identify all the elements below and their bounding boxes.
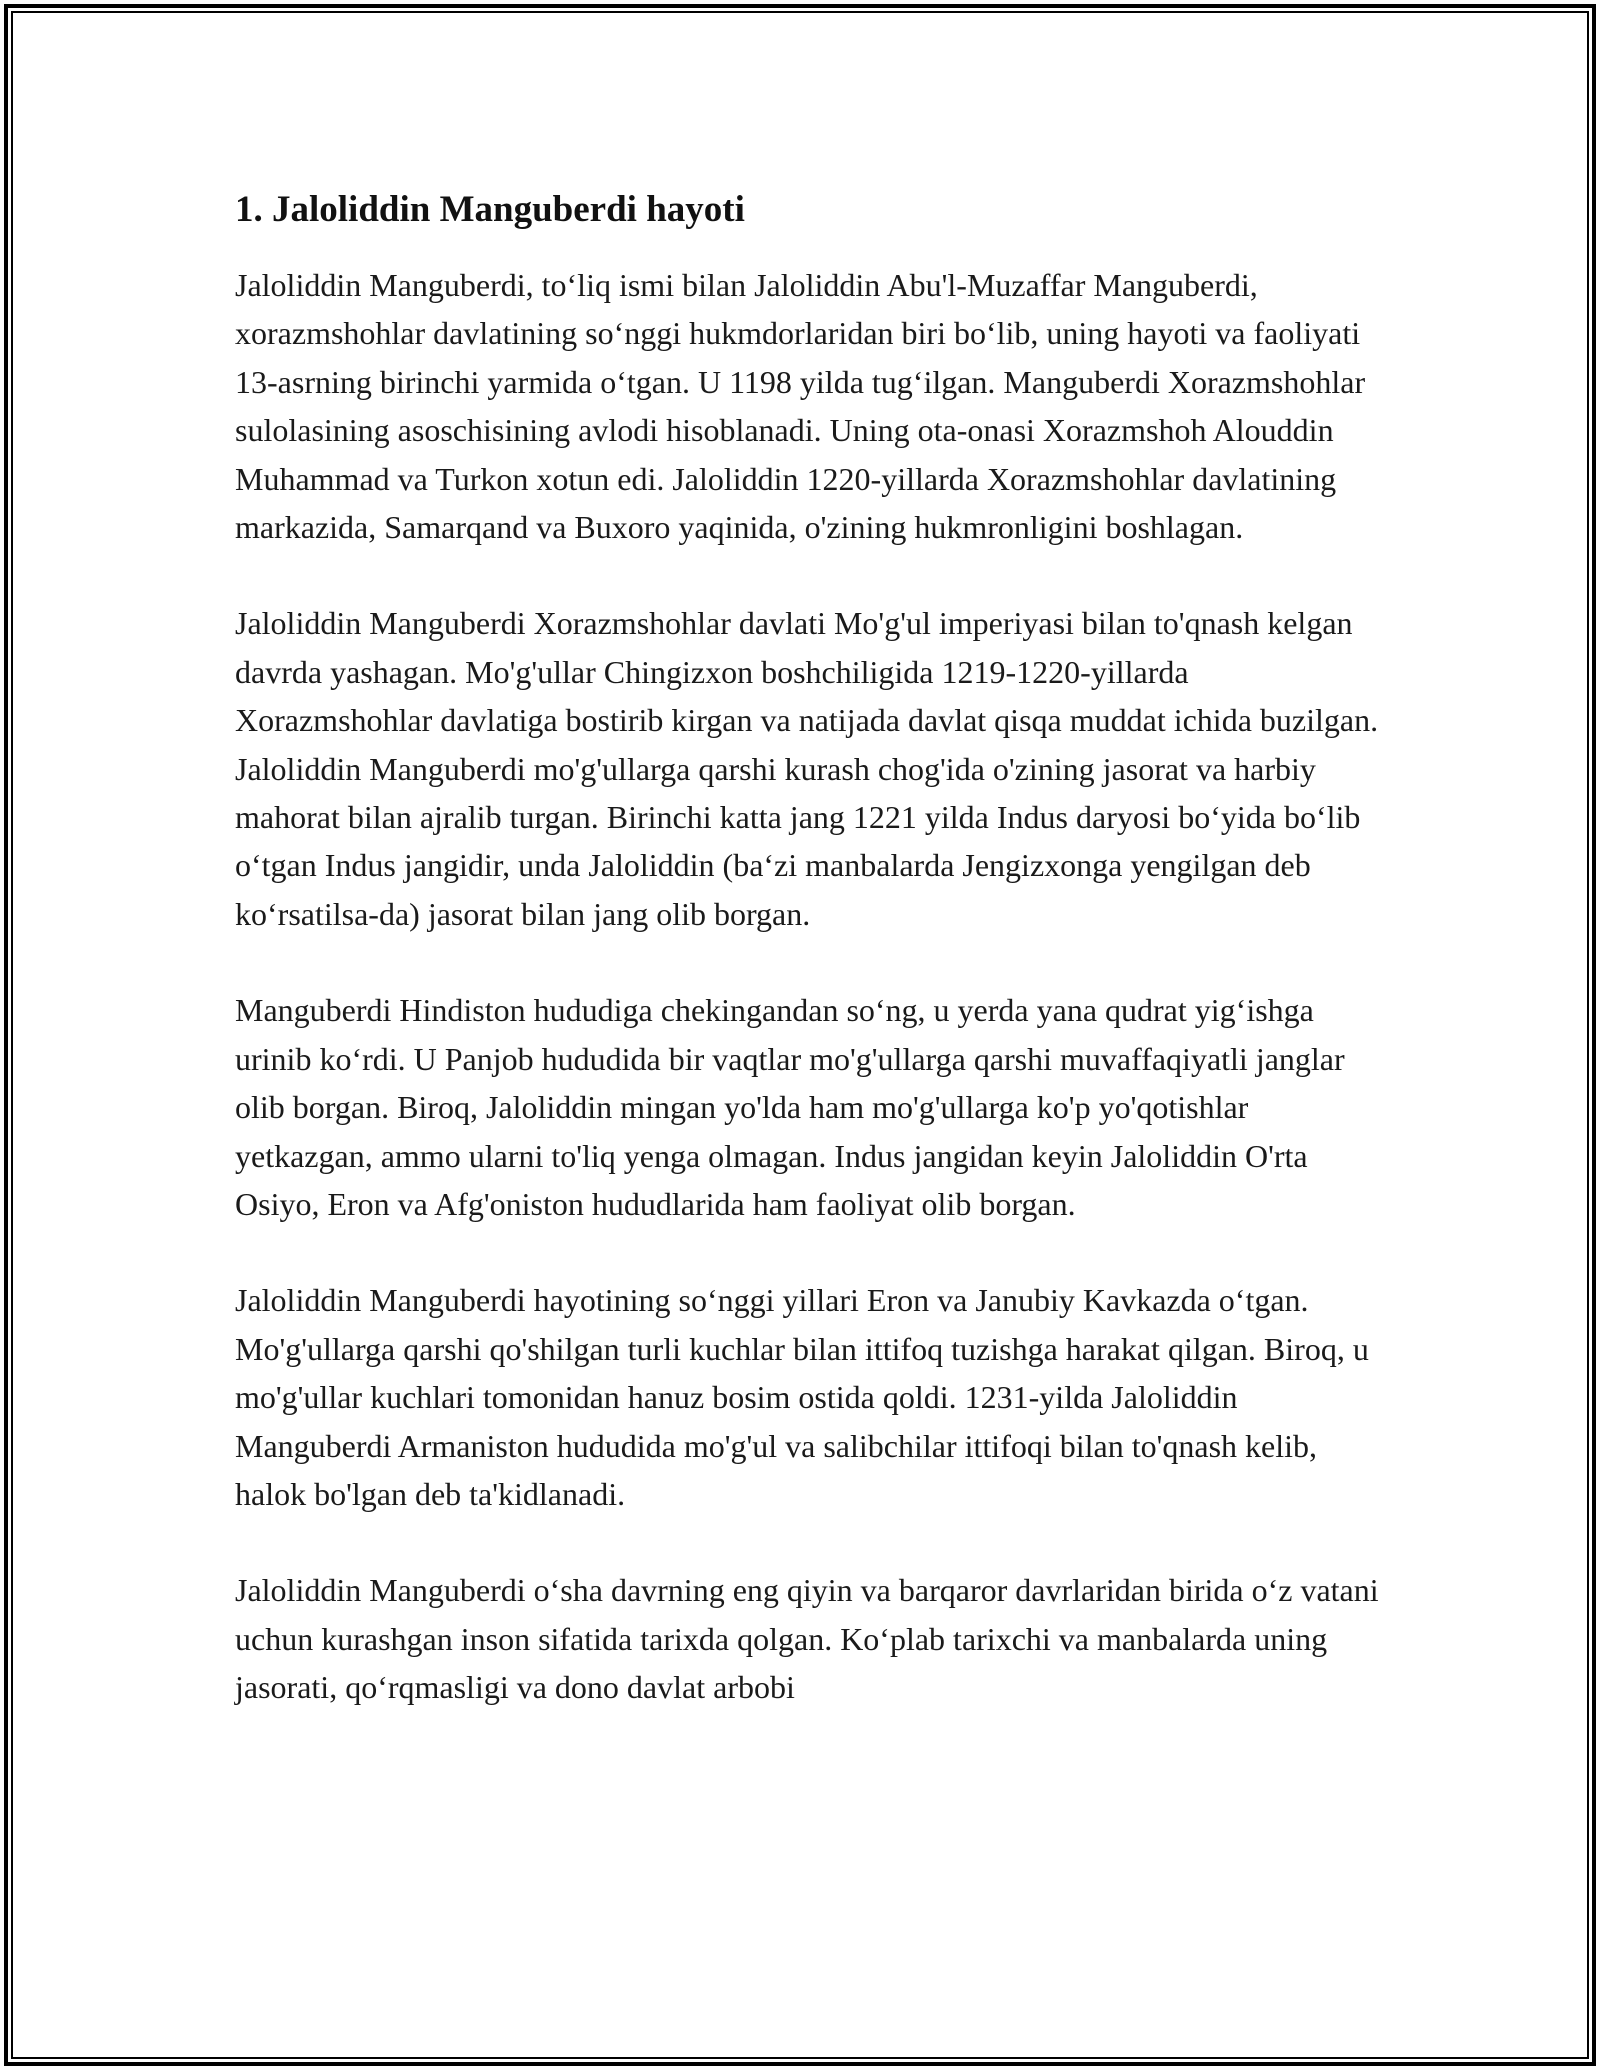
paragraph-2: Jaloliddin Manguberdi Xorazmshohlar davlati Mo'g'ul imperiyasi bilan to'qnash kelgan davrda yashagan. Mo'g'ullar Chingizxon boshchiligida 1219-1220-yillarda Xorazmshohlar davlatiga bostirib kirgan va natijada davlat qisqa muddat ichida buzilgan. Jaloliddin Manguberdi mo'g'ullarga qarshi kurash chog'ida o'zining jasorat va harbiy mahorat bilan ajralib turgan. Birinchi katta jang 1221 yilda Indus daryosi bo‘yida bo‘lib o‘tgan Indus jangidir, unda Jaloliddin (ba‘zi manbalarda Jengizxonga yengilgan deb ko‘rsatilsa-da) jasorat bilan jang olib borgan. xyxy=(235,605,1379,932)
paragraph-4: Jaloliddin Manguberdi hayotining so‘nggi yillari Eron va Janubiy Kavkazda o‘tgan. Mo'g'ullarga qarshi qo'shilgan turli kuchlar bilan ittifoq tuzishga harakat qilgan. Biroq, u mo'g'ullar kuchlari tomonidan hanuz bosim ostida qoldi. 1231-yilda Jaloliddin Manguberdi Armaniston hududida mo'g'ul va salibchilar ittifoqi bilan to'qnash kelib, halok bo'lgan deb ta'kidlanadi. xyxy=(235,1282,1369,1512)
paragraph-5: Jaloliddin Manguberdi o‘sha davrning eng qiyin va barqaror davrlaridan birida o‘z vatani uchun kurashgan inson sifatida tarixda qolgan. Ko‘plab tarixchi va manbalarda uning jasorati, qo‘rqmasligi va dono davlat arbobi xyxy=(235,1572,1379,1706)
paragraph-3: Manguberdi Hindiston hududiga chekingandan so‘ng, u yerda yana qudrat yig‘ishga urinib ko‘rdi. U Panjob hududida bir vaqtlar mo'g'ullarga qarshi muvaffaqiyatli janglar olib borgan. Biroq, Jaloliddin mingan yo'lda ham mo'g'ullarga ko'p yo'qotishlar yetkazgan, ammo ularni to'liq yenga olmagan. Indus jangidan keyin Jaloliddin O'rta Osiyo, Eron va Afg'oniston hududlarida ham faoliyat olib borgan. xyxy=(235,992,1345,1222)
page-title: 1. Jaloliddin Manguberdi hayoti xyxy=(235,189,745,230)
paragraph-1: Jaloliddin Manguberdi, to‘liq ismi bilan Jaloliddin Abu'l-Muzaffar Manguberdi, xorazmshohlar davlatining so‘nggi hukmdorlaridan biri bo‘lib, uning hayoti va faoliyati 13-asrning birinchi yarmida o‘tgan. U 1198 yilda tug‘ilgan. Manguberdi Xorazmshohlar sulolasining asoschisining avlodi hisoblanadi. Uning ota-onasi Xorazmshoh Alouddin Muhammad va Turkon xotun edi. Jaloliddin 1220-yillarda Xorazmshohlar davlatining markazida, Samarqand va Buxoro yaqinida, o'zining hukmronligini boshlagan. xyxy=(235,267,1366,546)
document-body xyxy=(235,185,1385,1760)
